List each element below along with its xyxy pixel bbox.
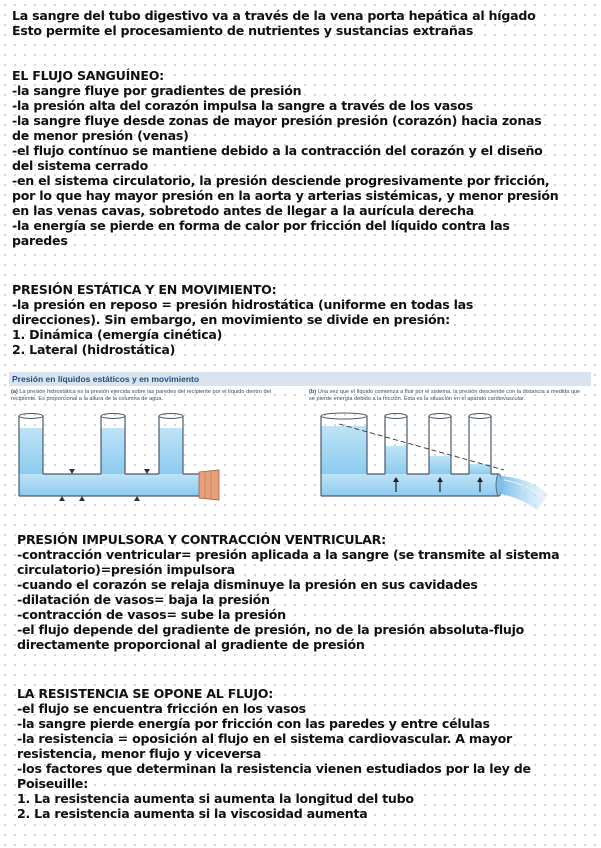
flow-column <box>469 414 491 475</box>
flujo-line: -la energía se pierde en forma de calor por fricción del líquido contra las <box>12 218 510 233</box>
impulsora-line: -contracción ventricular= presión aplicada a la sangre (se transmite al sistema <box>17 547 560 562</box>
impulsora-line: circulatorio)=presión impulsora <box>17 562 235 577</box>
impulsora-line: -contracción de vasos= sube la presión <box>17 607 286 622</box>
figure-title: Presión en líquidos estáticos y en movimiento <box>9 372 591 386</box>
flujo-line: -en el sistema circulatorio, la presión desciende progresivamente por fricción, <box>12 173 550 188</box>
resistencia-line: Poiseuille: <box>17 776 88 791</box>
resistencia-heading: LA RESISTENCIA SE OPONE AL FLUJO: <box>17 686 274 701</box>
flujo-line: de menor presión (venas) <box>12 128 189 143</box>
static-column <box>19 414 43 475</box>
resistencia-line: -la resistencia = oposición al flujo en el sistema cardiovascular. A mayor <box>17 731 512 746</box>
flujo-line: paredes <box>12 233 68 248</box>
flujo-line: -la presión alta del corazón impulsa la sangre a través de los vasos <box>12 98 473 113</box>
flujo-line: -el flujo contínuo se mantiene debido a la contracción del corazón y el diseño <box>12 143 543 158</box>
static-pipe-water <box>19 474 199 496</box>
static-column <box>159 414 183 475</box>
resistencia-line: -la sangre pierde energía por fricción con las paredes y entre células <box>17 716 490 731</box>
impulsora-line: -el flujo depende del gradiente de presión, no de la presión absoluta-flujo <box>17 622 525 637</box>
caption-a-text: La presión hidrostática es la presión ejercida sobre las paredes del recipiente por el líquido dentro del recipiente. Es proporcional a la altura de la columna de agua. <box>11 389 271 402</box>
outflow-spray <box>496 474 549 510</box>
estatica-line: direcciones). Sin embargo, en movimiento se divide en presión: <box>12 312 450 327</box>
estatica-section <box>12 282 594 357</box>
resistencia-line: resistencia, menor flujo y viceversa <box>17 746 262 761</box>
figure-caption-b <box>309 389 584 402</box>
flujo-line: del sistema cerrado <box>12 158 148 173</box>
estatica-line: 2. Lateral (hidrostática) <box>12 342 176 357</box>
flow-pipe-water <box>321 474 499 496</box>
flow-system <box>321 413 549 510</box>
resistencia-section <box>17 686 597 821</box>
intro-line: Esto permite el procesamiento de nutrientes y sustancias extrañas <box>12 23 474 38</box>
flujo-line: -la sangre fluye desde zonas de mayor presión presión (corazón) hacia zonas <box>12 113 542 128</box>
intro-section <box>12 8 594 38</box>
impulsora-line: directamente proporcional al gradiente de presión <box>17 637 365 652</box>
resistencia-line: -los factores que determinan la resistencia vienen estudiados por la ley de <box>17 761 531 776</box>
impulsora-line: -dilatación de vasos= baja la presión <box>17 592 270 607</box>
caption-b-text: Una vez que el líquido comienza a fluir por el sistema, la presión desciende con la distancia a medida que se pierde energía debido a la fricción. Esta es la situación en el aparato cardiovascular. <box>309 389 581 402</box>
pressure-diagram <box>9 406 591 518</box>
flow-column <box>385 414 407 475</box>
intro-line: La sangre del tubo digestivo va a través de la vena porta hepática al hígado <box>12 8 536 23</box>
flow-column <box>429 414 451 475</box>
cork-stopper <box>199 470 219 500</box>
caption-b-label: (b) <box>309 389 317 395</box>
flujo-section <box>12 68 594 248</box>
resistencia-line: 2. La resistencia aumenta si la viscosidad aumenta <box>17 806 368 821</box>
flujo-line: -la sangre fluye por gradientes de presión <box>12 83 302 98</box>
flujo-line: por lo que hay mayor presión en la aorta y arterias sistémicas, y menor presión <box>12 188 559 203</box>
impulsora-line: -cuando el corazón se relaja disminuye la presión en sus cavidades <box>17 577 478 592</box>
estatica-line: -la presión en reposo = presión hidrostática (uniforme en todas las <box>12 297 474 312</box>
pressure-figure <box>9 372 591 518</box>
static-column <box>101 414 125 475</box>
estatica-heading: PRESIÓN ESTÁTICA Y EN MOVIMIENTO: <box>12 282 277 297</box>
flujo-heading: EL FLUJO SANGUÍNEO: <box>12 68 164 83</box>
resistencia-line: 1. La resistencia aumenta si aumenta la longitud del tubo <box>17 791 414 806</box>
impulsora-section <box>17 532 597 652</box>
static-system <box>19 414 219 502</box>
resistencia-line: -el flujo se encuentra fricción en los vasos <box>17 701 306 716</box>
figure-caption-a <box>11 389 286 402</box>
flujo-line: en las venas cavas, sobretodo antes de llegar a la aurícula derecha <box>12 203 474 218</box>
impulsora-heading: PRESIÓN IMPULSORA Y CONTRACCIÓN VENTRICULAR: <box>17 532 386 547</box>
estatica-line: 1. Dinámica (emergía cinética) <box>12 327 223 342</box>
caption-a-label: (a) <box>11 389 18 395</box>
